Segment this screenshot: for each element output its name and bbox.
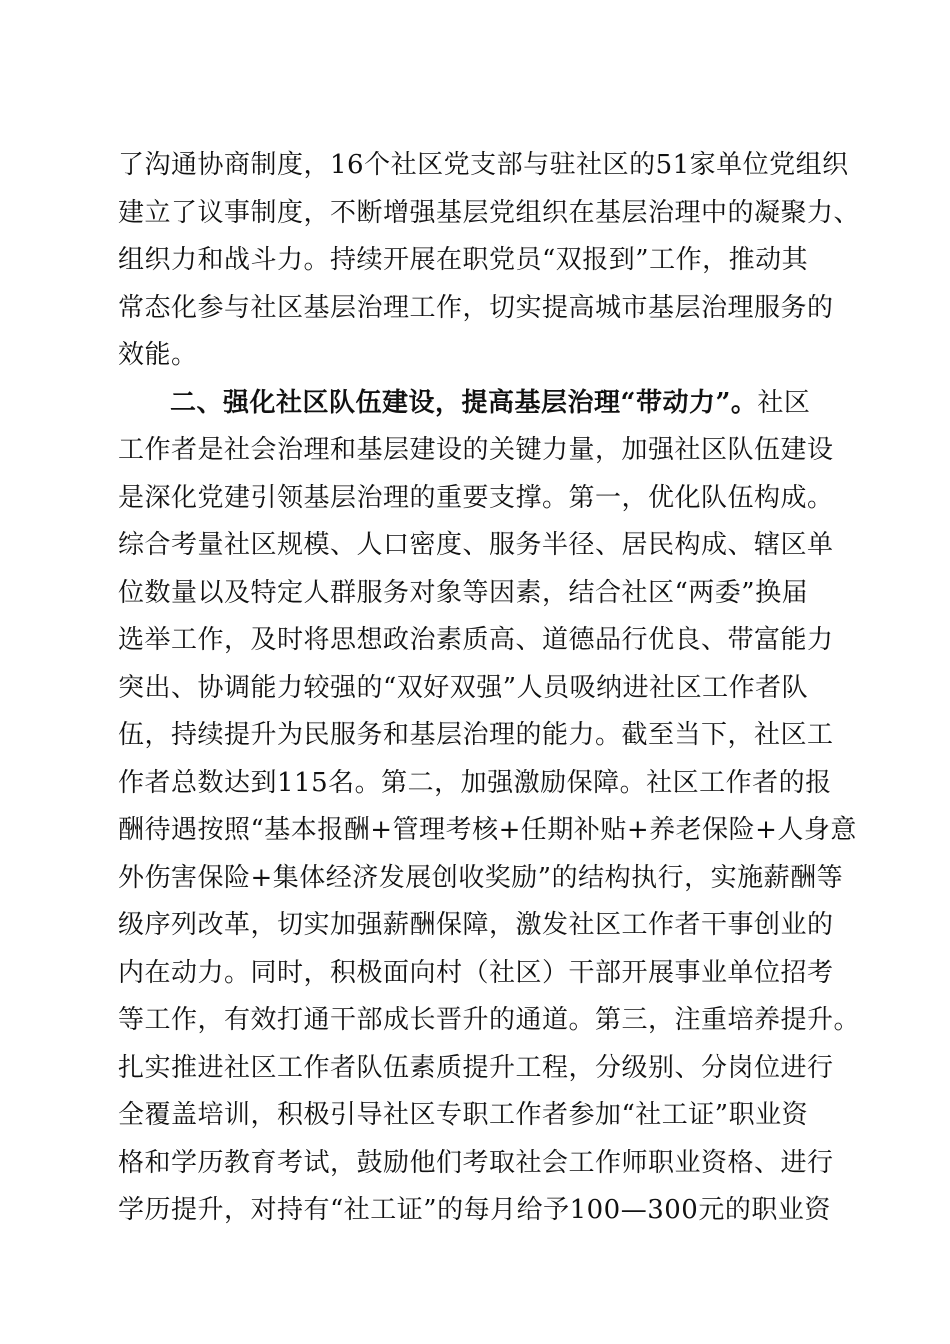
- text-line: 作者总数达到115名。第二，加强激励保障。社区工作者的报: [118, 767, 832, 798]
- text-line: 组织力和战斗力。持续开展在职党员“双报到”工作，推动其: [118, 245, 809, 275]
- text-line: 位数量以及特定人群服务对象等因素，结合社区“两委”换届: [118, 577, 809, 608]
- text-line: 选举工作，及时将思想政治素质高、道德品行优良、带富能力: [118, 625, 834, 655]
- text-line: 是深化党建引领基层治理的重要支撑。第一，优化队伍构成。: [118, 482, 834, 513]
- text-line: 外伤害保险+集体经济发展创收奖励”的结构执行，实施薪酬等: [118, 862, 844, 893]
- text-line: 内在动力。同时，积极面向村（社区）干部开展事业单位招考: [118, 957, 834, 988]
- text-line: 伍，持续提升为民服务和基层治理的能力。截至当下，社区工: [118, 720, 834, 750]
- heading-line-continuation: 社区: [757, 387, 811, 418]
- text-line: 格和学历教育考试，鼓励他们考取社会工作师职业资格、进行: [118, 1147, 834, 1178]
- text-line: 综合考量社区规模、人口密度、服务半径、居民构成、辖区单: [118, 530, 834, 560]
- section-heading: 二、强化社区队伍建设，提高基层治理“带动力”。: [170, 387, 758, 418]
- text-line: 级序列改革，切实加强薪酬保障，激发社区工作者干事创业的: [118, 910, 834, 940]
- text-line: 等工作，有效打通干部成长晋升的通道。第三，注重培养提升。: [118, 1005, 861, 1035]
- text-line: 学历提升，对持有“社工证”的每月给予100—300元的职业资: [118, 1195, 831, 1225]
- body-text: [118, 142, 861, 1235]
- text-line: 效能。: [118, 340, 198, 370]
- text-line: 全覆盖培训，积极引导社区专职工作者参加“社工证”职业资: [118, 1100, 809, 1130]
- text-line: 常态化参与社区基层治理工作，切实提高城市基层治理服务的: [118, 292, 834, 323]
- text-line: 酬待遇按照“基本报酬+管理考核+任期补贴+养老保险+人身意: [118, 815, 857, 845]
- text-line: 工作者是社会治理和基层建设的关键力量，加强社区队伍建设: [118, 435, 834, 465]
- text-line: 了沟通协商制度，16个社区党支部与驻社区的51家单位党组织: [118, 150, 849, 180]
- section-heading-line: [118, 380, 838, 428]
- text-line: 扎实推进社区工作者队伍素质提升工程，分级别、分岗位进行: [118, 1052, 834, 1083]
- text-line: 突出、协调能力较强的“双好双强”人员吸纳进社区工作者队: [118, 672, 809, 703]
- text-line: 建立了议事制度，不断增强基层党组织在基层治理中的凝聚力、: [118, 197, 861, 228]
